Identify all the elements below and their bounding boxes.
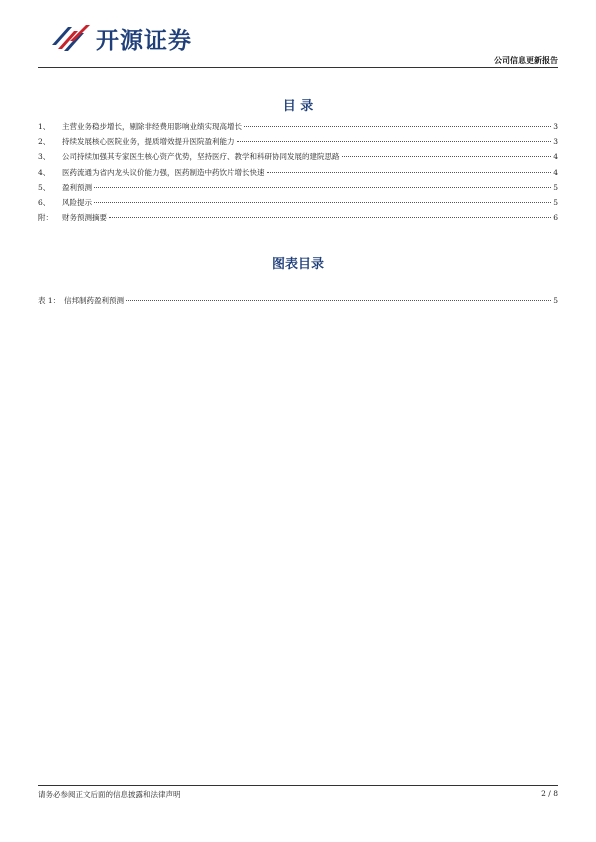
toc-leader-dots	[109, 217, 551, 218]
toc-entry-label: 风险提示	[62, 197, 92, 207]
toc-entry-number: 2、	[38, 137, 51, 147]
toc-leader-dots	[267, 172, 552, 173]
figures-title: 图表目录	[271, 257, 324, 272]
toc-title: 目 录	[282, 99, 314, 114]
header-divider	[38, 67, 558, 68]
page-number: 2 / 8	[541, 789, 558, 798]
toc-entry-number: 附：	[38, 213, 53, 223]
toc-entry[interactable]	[38, 182, 558, 197]
toc-leader-dots	[94, 202, 551, 203]
toc-entry[interactable]	[38, 136, 558, 151]
toc-entry-number: 6、	[38, 197, 51, 207]
toc-entry-page: 3	[553, 122, 558, 131]
toc-entry-label: 公司持续加强其专家医生核心资产优势，坚持医疗、教学和科研协同发展的建院思路	[62, 152, 340, 162]
figure-entry-page: 5	[553, 296, 558, 305]
footer-divider	[38, 785, 558, 786]
toc-leader-dots	[342, 156, 552, 157]
figure-entry-label: 信邦制药盈利预测	[64, 296, 124, 305]
toc-entry-number: 1、	[38, 122, 51, 131]
toc-entry-page: 4	[553, 152, 558, 162]
toc-entry-number: 5、	[38, 182, 51, 192]
report-type-label: 公司信息更新报告	[494, 56, 558, 65]
toc-entry-label: 医药流通为省内龙头议价能力强，医药制造中药饮片增长快速	[62, 167, 265, 177]
toc-entry-label: 盈利预测	[62, 182, 92, 192]
table-of-contents	[38, 121, 558, 227]
toc-entry-label: 财务预测摘要	[62, 213, 107, 223]
company-logo	[50, 23, 192, 53]
toc-entry[interactable]	[38, 167, 558, 182]
logo-text: 开源证券	[96, 27, 192, 54]
toc-entry-label: 持续发展核心医院业务，提质增效提升医院盈利能力	[62, 137, 235, 147]
figure-entry[interactable]	[38, 295, 558, 310]
toc-entry-page: 5	[553, 197, 558, 207]
toc-entry-page: 5	[553, 182, 558, 192]
figure-entry-number: 表 1：	[38, 296, 61, 305]
toc-entry-label: 主营业务稳步增长，剔除非经费用影响业绩实现高增长	[62, 122, 242, 131]
footer-disclaimer: 请务必参阅正文后面的信息披露和法律声明	[38, 790, 181, 799]
toc-entry-number: 4、	[38, 167, 51, 177]
toc-entry-page: 4	[553, 167, 558, 177]
toc-entry-page: 6	[553, 213, 558, 223]
logo-mark-icon	[50, 23, 90, 53]
toc-entry[interactable]	[38, 197, 558, 212]
toc-entry[interactable]	[38, 212, 558, 227]
toc-entry[interactable]	[38, 151, 558, 166]
toc-leader-dots	[94, 187, 551, 188]
toc-leader-dots	[126, 300, 551, 301]
toc-leader-dots	[244, 126, 551, 127]
toc-leader-dots	[237, 141, 552, 142]
list-of-figures	[38, 295, 558, 310]
toc-entry[interactable]	[38, 121, 558, 136]
toc-entry-number: 3、	[38, 152, 51, 162]
toc-entry-page: 3	[553, 137, 558, 147]
